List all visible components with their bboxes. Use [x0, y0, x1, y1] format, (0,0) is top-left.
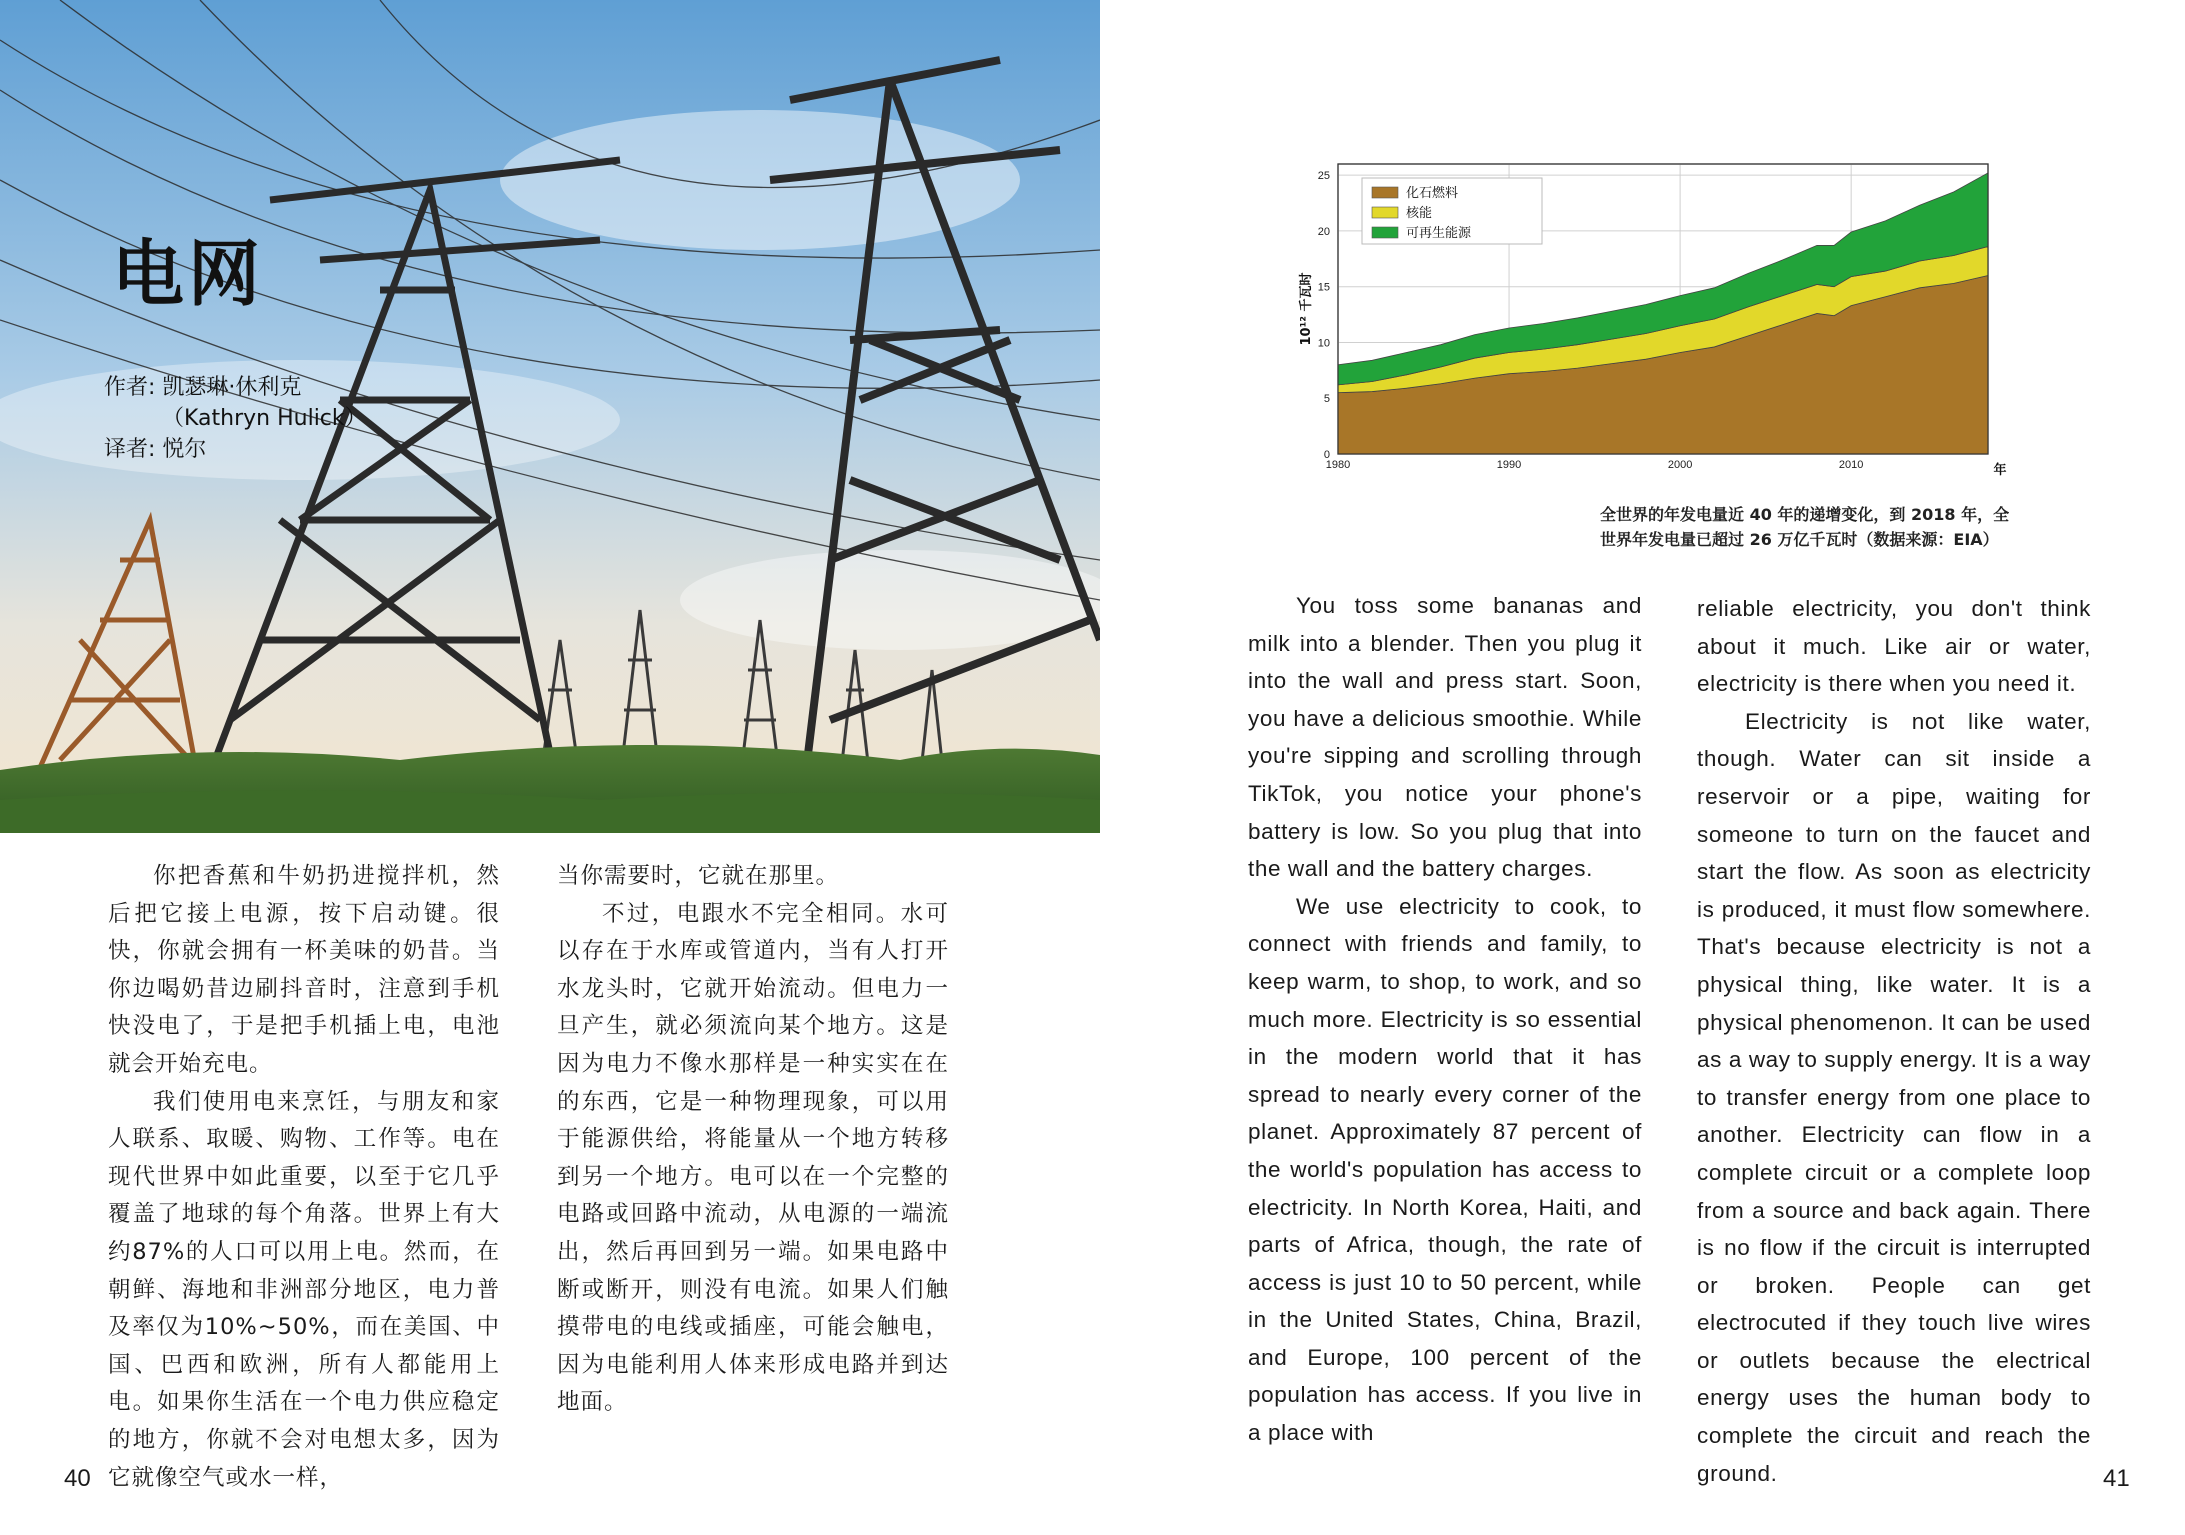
page-number-left: 40 [64, 1465, 91, 1492]
legend-swatch [1372, 207, 1398, 218]
chinese-column-1 [108, 858, 500, 1497]
en-paragraph: Electricity is not like water, though. Water can sit inside a reservoir or a pipe, waiting for someone to turn on the faucet and start the flow. As soon as electricity is produced, it must flow somewhere. That's because electricity is not a physical thing, like water. It is a physical phenomenon. It can be used as a way to supply energy. It is a way to transfer energy from one place to another. Electricity can flow in a complete circuit or a complete loop from a source and back again. There is no flow if the circuit is interrupted or broken. People can get electrocuted if they touch live wires or outlets because the electrical energy uses the human body to complete the circuit and reach the ground. [1697, 708, 2091, 1486]
page-number-right: 41 [2103, 1465, 2130, 1492]
en-paragraph: You toss some bananas and milk into a blender. Then you plug it into the wall and press start. Soon, you have a delicious smoothie. While you're sipping and scrolling through TikTok, you notice your phone's battery is low. So you plug that into the wall and the battery charges. [1248, 593, 1642, 882]
x-tick-label: 1980 [1325, 459, 1351, 471]
y-tick-label: 20 [1317, 225, 1330, 238]
x-tick-label: 2010 [1838, 459, 1864, 471]
y-tick-label: 0 [1323, 449, 1330, 461]
author-line: 作者: 凯瑟琳·休利克 [104, 375, 302, 400]
y-tick-label: 5 [1323, 393, 1330, 406]
article-credits [104, 372, 367, 465]
x-tick-label: 1990 [1496, 459, 1522, 471]
zh-paragraph: 我们使用电来烹饪，与朋友和家人联系、取暖、购物、工作等。电在现代世界中如此重要，以至于它几乎覆盖了地球的每个角落。世界上有大约87%的人口可以用上电。然而，在朝鲜、海地和非洲部分地区，电力普及率仅为10%~50%，而在美国、中国、巴西和欧洲，所有人都能用上电。如果你生活在一个电力供应稳定的地方，你就不会对电想太多，因为它就像空气或水一样， [108, 1088, 500, 1491]
chinese-column-2 [557, 858, 949, 1422]
legend-entry: 核能 [1406, 206, 1433, 221]
x-axis-label: 年 [1993, 463, 2007, 478]
legend-swatch [1372, 187, 1398, 198]
y-tick-label: 10 [1317, 337, 1330, 350]
x-tick-label: 2000 [1667, 459, 1693, 471]
legend-entry: 可再生能源 [1406, 226, 1472, 241]
legend-entry: 化石燃料 [1406, 186, 1459, 201]
chart-caption: 全世界的年发电量近 40 年的递增变化，到 2018 年，全世界年发电量已超过 26 万亿千瓦时（数据来源：EIA） [1600, 505, 2010, 549]
article-title: 电网 [112, 232, 265, 316]
zh-paragraph: 当你需要时，它就在那里。 [557, 863, 840, 889]
zh-paragraph: 不过，电跟水不完全相同。水可以存在于水库或管道内，当有人打开水龙头时，它就开始流动。但电力一旦产生，就必须流向某个地方。这是因为电力不像水那样是一种实实在在的东西，它是一种物理现象，可以用于能源供给，将能量从一个地方转移到另一个地方。电可以在一个完整的电路或回路中流动，从电源的一端流出，然后再回到另一端。如果电路中断或断开，则没有电流。如果人们触摸带电的电线或插座，可能会触电，因为电能利用人体来形成电路并到达地面。 [557, 900, 949, 1416]
english-column-1 [1248, 587, 1642, 1452]
y-tick-label: 25 [1317, 170, 1330, 183]
en-paragraph: reliable electricity, you don't think about it much. Like air or water, electricity is there when you need it. [1697, 596, 2091, 697]
y-axis-label: 10¹² 千瓦时 [1299, 272, 1314, 346]
zh-paragraph: 你把香蕉和牛奶扔进搅拌机，然后把它接上电源，按下启动键。很快，你就会拥有一杯美味的奶昔。当你边喝奶昔边刷抖音时，注意到手机快没电了，于是把手机插上电，电池就会开始充电。 [108, 863, 500, 1077]
translator-line: 译者: 悦尔 [104, 437, 207, 462]
y-tick-label: 15 [1317, 281, 1330, 294]
author-english-name: （Kathryn Hulick） [162, 406, 367, 431]
legend-swatch [1372, 227, 1398, 238]
electricity-generation-chart [1290, 160, 2010, 480]
english-column-2 [1697, 590, 2091, 1492]
stacked-area-chart [1290, 160, 2010, 480]
en-paragraph: We use electricity to cook, to connect with friends and family, to keep warm, to shop, to work, and so much more. Electricity is so essential in the modern world that it has spread to nearly every corner of the planet. Approximately 87 percent of the world's population has access to electricity. In North Korea, Haiti, and parts of Africa, though, the rate of access is just 10 to 50 percent, while in the United States, China, Brazil, and Europe, 100 percent of the population has access. If you live in a place with [1248, 893, 1642, 1446]
